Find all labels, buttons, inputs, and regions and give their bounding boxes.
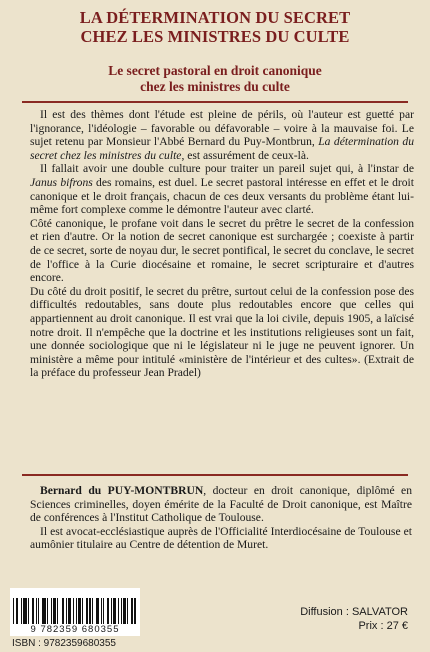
barcode-bars (13, 598, 137, 624)
blurb-paragraph-3: Côté canonique, le profane voit dans le secret du prêtre le secret de la confession et rien d'autre. Or la notion de secret canonique est surchargée ; coexiste à partir de ce secret, sorte de noyau dur, le secret pontifical, le secret du conclave, le secret de l'office à la Curie diocésaine et romaine, le secret scripturaire et d'autres encore. (30, 216, 414, 285)
book-title-italic: La détermination du secret chez les ministres du culte (30, 135, 414, 162)
blurb-paragraph-4: Du côté du droit positif, le secret du prêtre, surtout celui de la confession pose des difficultés redoutables, sans doute plus redoutables encore que celles qui appartiennent au droit canonique. Il est vrai que la loi civile, depuis 1905, a laïcisé notre droit. Il n'empêche que la doctrine et les institutions religieuses sont un fait, une donnée sociologique que ni le législateur ni le juge ne peuvent ignorer. Un ministère a même pour intitulé «ministère de l'intérieur et des cultes». (Extrait de la préface du professeur Jean Pradel) (30, 284, 414, 380)
diffusion-label: Diffusion : SALVATOR (300, 606, 408, 618)
barcode-stripe (134, 598, 135, 624)
title-line-2: CHEZ LES MINISTRES DU CULTE (80, 27, 350, 46)
author-name: Bernard du PUY-MONTBRUN (40, 484, 204, 497)
subtitle-line-2: chez les ministres du culte (140, 79, 290, 94)
author-paragraph-1: Bernard du PUY-MONTBRUN, docteur en droit canonique, diplômé en Sciences criminelles, doyen émérite de la Faculté de Droit canonique, est Maître de conférences à l'Institut Catholique de Toulouse. (30, 484, 412, 525)
book-title (0, 8, 430, 46)
author-paragraph-2: Il est avocat-ecclésiastique auprès de l'Officialité Interdiocésaine de Toulouse et aumônier titulaire au Centre de détention de Muret. (30, 524, 412, 552)
blurb-paragraph-2: Il fallait avoir une double culture pour traiter un pareil sujet qui, à l'instar de Janus bifrons des romains, est duel. Le secret pastoral intéresse en effet et le droit canonique et le droit français, chacun de ces deux versants du problème étant lui-même fort complexe comme le démontre l'auteur avec clarté. (30, 162, 414, 217)
author-bio (30, 484, 412, 552)
publisher-info (300, 605, 408, 633)
subtitle-line-1: Le secret pastoral en droit canonique (108, 63, 322, 78)
barcode-digits: 9 782359 680355 (10, 624, 140, 636)
janus-italic: Janus bifrons (30, 175, 93, 189)
price-label: Prix : 27 € (358, 620, 408, 632)
middle-divider (22, 474, 408, 476)
barcode (10, 588, 140, 624)
title-line-1: LA DÉTERMINATION DU SECRET (79, 8, 351, 27)
isbn-label: ISBN : 9782359680355 (12, 638, 116, 649)
blurb-paragraph-1: Il est des thèmes dont l'étude est pleine de périls, où l'auteur est guetté par l'ignorance, l'idéologie – favorable ou défavorable – voire à la mauvaise foi. Le sujet retenu par Monsieur l'Abbé Bernard du Puy-Montbrun, La détermination du secret chez les ministres du culte, est assurément de ceux-là. (30, 108, 414, 162)
top-divider (22, 101, 408, 103)
blurb-text (30, 108, 414, 380)
book-subtitle (0, 63, 430, 95)
